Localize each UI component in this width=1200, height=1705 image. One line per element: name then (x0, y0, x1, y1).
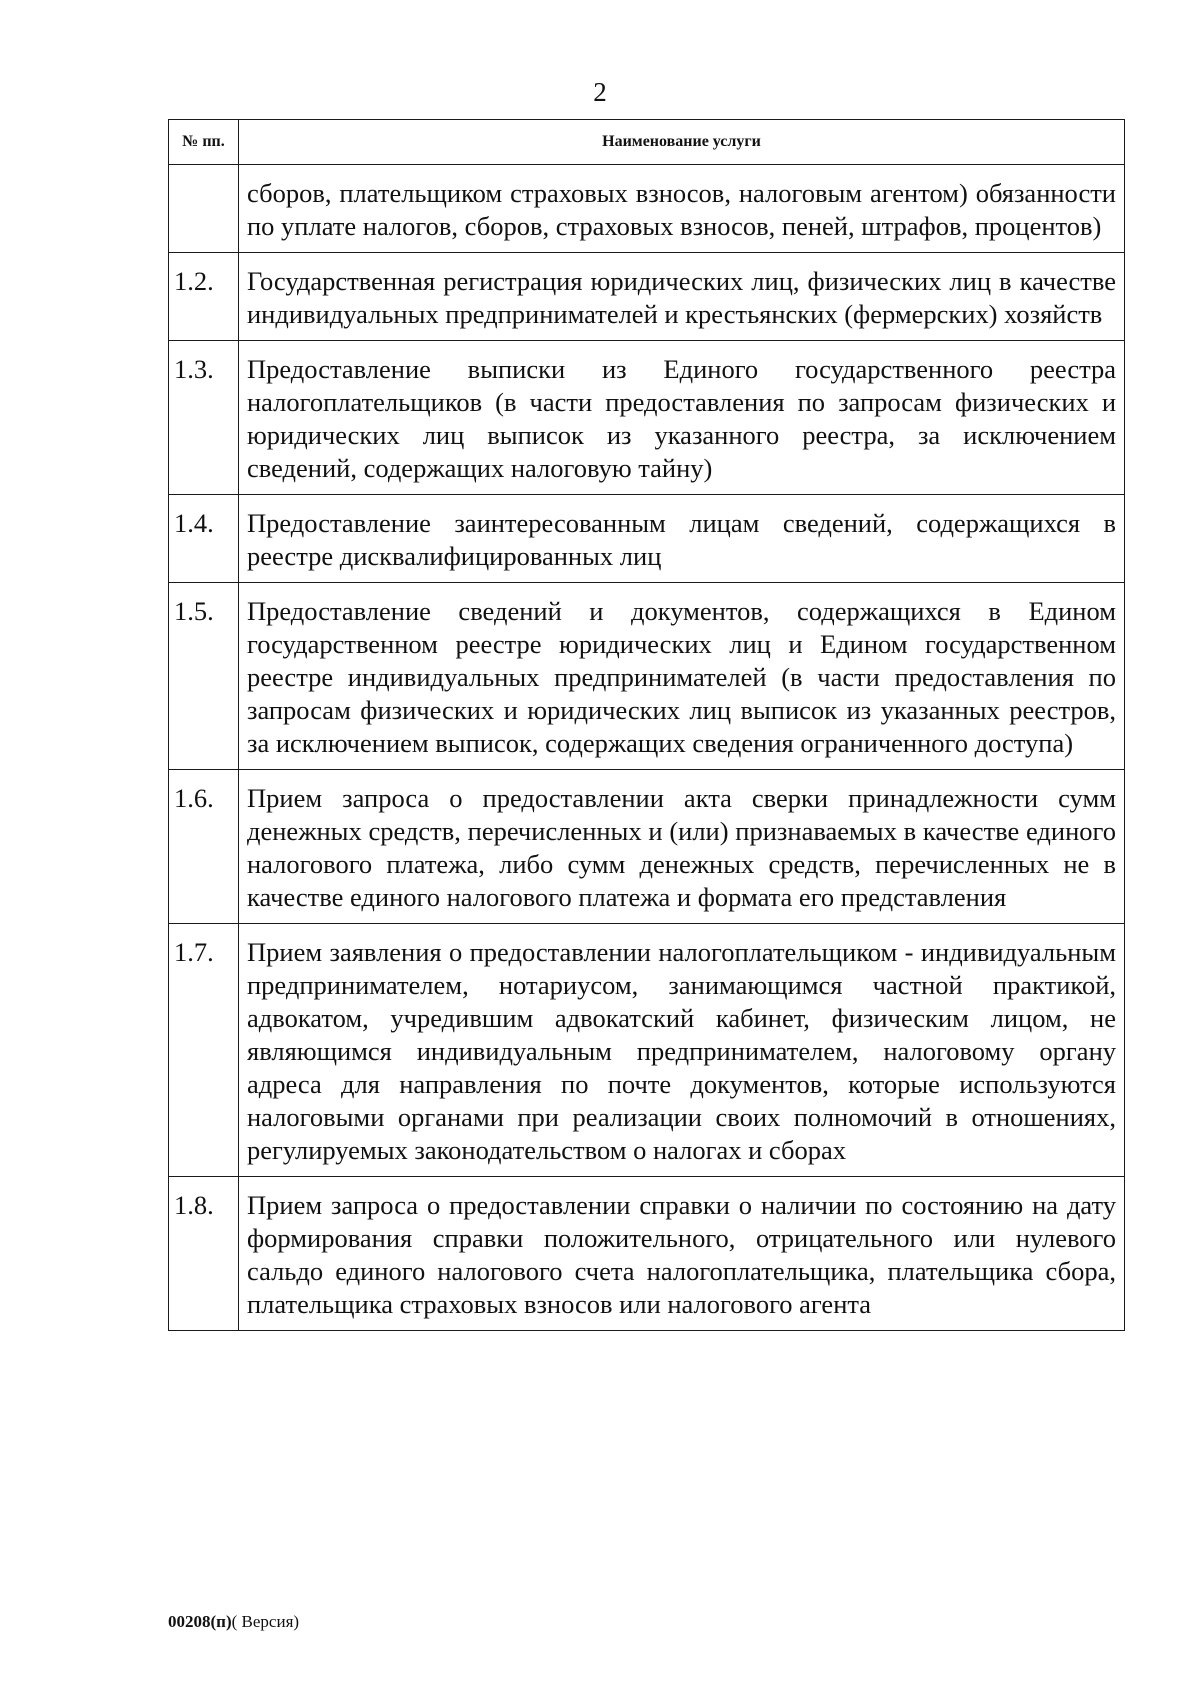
row-number (169, 165, 239, 253)
row-number: 1.6. (169, 770, 239, 924)
header-service-name: Наименование услуги (239, 120, 1125, 165)
row-number: 1.2. (169, 253, 239, 341)
service-name: Прием запроса о предоставлении справки о наличии по состоянию на дату формирования справки положительного, отрицательного или нулевого сальдо единого налогового счета налогоплательщика, плательщика сбора, плательщика страховых взносов или налогового агента (239, 1177, 1125, 1331)
service-name: Предоставление заинтересованным лицам сведений, содержащихся в реестре дисквалифицированных лиц (239, 495, 1125, 583)
table-header-row (169, 120, 1125, 165)
table-row (169, 165, 1125, 253)
table-row (169, 583, 1125, 770)
document-version: ( Версия) (231, 1612, 300, 1631)
table-row (169, 495, 1125, 583)
page-number: 2 (593, 77, 607, 107)
service-name: Государственная регистрация юридических лиц, физических лиц в качестве индивидуальных предпринимателей и крестьянских (фермерских) хозяйств (239, 253, 1125, 341)
service-name: сборов, плательщиком страховых взносов, налоговым агентом) обязанности по уплате налогов, сборов, страховых взносов, пеней, штрафов, процентов) (239, 165, 1125, 253)
row-number: 1.7. (169, 924, 239, 1177)
document-code (168, 1611, 299, 1633)
header-number: № пп. (169, 120, 239, 165)
row-number: 1.3. (169, 341, 239, 495)
service-name: Прием заявления о предоставлении налогоплательщиком - индивидуальным предпринимателем, нотариусом, занимающимся частной практикой, адвокатом, учредившим адвокатский кабинет, физическим лицом, не являющимся индивидуальным предпринимателем, налоговому органу адреса для направления по почте документов, которые используются налоговыми органами при реализации своих полномочий в отношениях, регулируемых законодательством о налогах и сборах (239, 924, 1125, 1177)
row-number: 1.8. (169, 1177, 239, 1331)
service-name: Предоставление выписки из Единого государственного реестра налогоплательщиков (в части предоставления по запросам физических и юридических лиц выписок из указанного реестра, за исключением сведений, содержащих налоговую тайну) (239, 341, 1125, 495)
row-number: 1.4. (169, 495, 239, 583)
table-row (169, 770, 1125, 924)
service-name: Предоставление сведений и документов, содержащихся в Едином государственном реестре юридических лиц и Едином государственном реестре индивидуальных предпринимателей (в части предоставления по запросам физических и юридических лиц выписок из указанных реестров, за исключением выписок, содержащих сведения ограниченного доступа) (239, 583, 1125, 770)
table-row (169, 1177, 1125, 1331)
table-row (169, 924, 1125, 1177)
services-table (168, 119, 1125, 1331)
table-row (169, 253, 1125, 341)
table-row (169, 341, 1125, 495)
row-number: 1.5. (169, 583, 239, 770)
service-name: Прием запроса о предоставлении акта сверки принадлежности сумм денежных средств, перечисленных и (или) признаваемых в качестве единого налогового платежа, либо сумм денежных средств, перечисленных не в качестве единого налогового платежа и формата его представления (239, 770, 1125, 924)
document-code-number: 00208(п) (168, 1612, 232, 1631)
